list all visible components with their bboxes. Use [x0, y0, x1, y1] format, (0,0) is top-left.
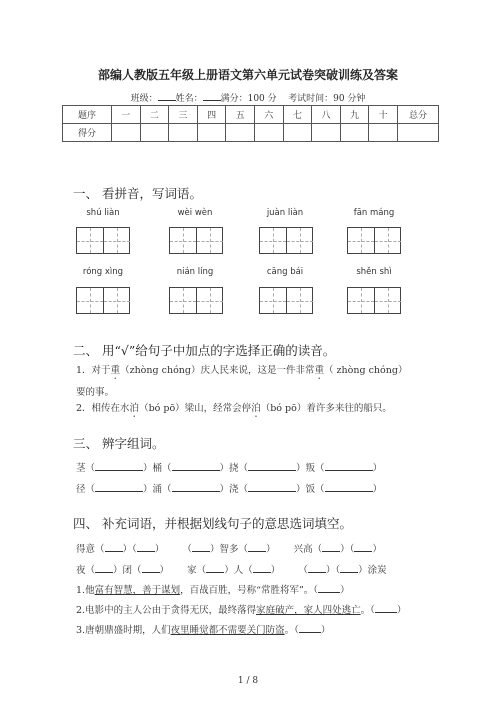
answer-blank[interactable]: [354, 541, 372, 552]
answer-blank[interactable]: [253, 562, 271, 573]
header-cell: 一: [112, 106, 141, 124]
answer-blank[interactable]: [172, 460, 220, 471]
header-cell: 三: [169, 106, 198, 124]
answer-blank[interactable]: [375, 602, 397, 613]
header-cell: 四: [197, 106, 226, 124]
tianzige-box[interactable]: [169, 227, 223, 254]
header-cell: 七: [283, 106, 312, 124]
answer-blank[interactable]: [248, 481, 296, 492]
tianzige-box[interactable]: [169, 287, 223, 314]
header-cell: 二: [140, 106, 169, 124]
answer-blank[interactable]: [248, 460, 296, 471]
tianzige-box[interactable]: [76, 227, 130, 254]
answer-blank[interactable]: [137, 541, 155, 552]
answer-blank[interactable]: [206, 562, 224, 573]
question-line: 1.他富有智慧，善于谋划，百战百胜，号称“常胜将军”。（ ）: [76, 582, 350, 596]
score-table-header: [63, 106, 439, 124]
answer-blank[interactable]: [105, 541, 123, 552]
time-label: 考试时间：90 分钟: [288, 94, 366, 104]
section-2-title: 二、 用“√”给句子中加点的字选择正确的读音。: [73, 343, 336, 358]
answer-blank[interactable]: [95, 562, 113, 573]
row-label: 得分: [63, 124, 112, 142]
question-line: 1．对于重（zhòng chóng）庆人民来说，这是一件非常重（ zhòng chóng）: [76, 365, 408, 376]
answer-blank[interactable]: [299, 622, 321, 633]
pinyin: cāng bái: [266, 267, 304, 277]
score-cell[interactable]: [283, 124, 312, 142]
score-table-row: [63, 124, 439, 142]
section-3-title: 三、 辨字组词。: [73, 436, 165, 451]
question-line: 2．相传在水泊（bó pō）梁山，经常会停泊（bó pō）着许多来往的船只。: [76, 403, 392, 414]
pinyin: juàn liàn: [266, 208, 304, 218]
pinyin: shú liàn: [86, 208, 120, 218]
tianzige-box[interactable]: [76, 287, 130, 314]
score-cell[interactable]: [169, 124, 198, 142]
idiom-row: 得意（ ）（ ） （ ）智多（ ） 兴高（ ）（ ）: [76, 541, 382, 555]
score-cell[interactable]: [398, 124, 439, 142]
pinyin: wèi wèn: [177, 208, 213, 218]
idiom-row: 夜（ ）闭（ ） 家（ ）人（ ） （ ）（ ）涂炭: [76, 562, 387, 576]
question-line: 2.电影中的主人公由于贪得无厌，最终落得家庭破产，家人四处逃亡。（ ）: [76, 602, 406, 616]
pinyin: róng xìng: [82, 267, 124, 277]
answer-blank[interactable]: [95, 460, 143, 471]
class-blank: [158, 91, 176, 101]
score-cell[interactable]: [140, 124, 169, 142]
answer-blank[interactable]: [308, 562, 326, 573]
class-label: 班级：: [130, 94, 158, 104]
question-line: 要的事。: [76, 387, 115, 398]
header-cell: 九: [340, 106, 369, 124]
tianzige-box[interactable]: [347, 227, 401, 254]
score-label: 满分：100 分: [220, 94, 277, 104]
name-blank: [203, 91, 221, 101]
header-cell: 题序: [63, 106, 112, 124]
page-title: 部编人教版五年级上册语文第六单元试卷突破训练及答案: [97, 68, 398, 82]
pinyin: shěn shì: [356, 267, 392, 277]
score-cell[interactable]: [226, 124, 255, 142]
exam-info: [0, 91, 496, 104]
answer-blank[interactable]: [192, 541, 210, 552]
score-cell[interactable]: [254, 124, 283, 142]
section-4-title: 四、 补充词语，并根据划线句子的意思选词填空。: [73, 516, 352, 531]
score-cell[interactable]: [369, 124, 398, 142]
answer-blank[interactable]: [325, 460, 373, 471]
score-cell[interactable]: [112, 124, 141, 142]
word-group-row: 径（ ）涌（ ）浇（ ）饭（ ）: [76, 481, 382, 495]
word-group-row: 茎（ ）桶（ ）挠（ ）叛（ ）: [76, 460, 382, 474]
score-cell[interactable]: [197, 124, 226, 142]
section-1-title: 一、 看拼音，写词语。: [73, 186, 202, 201]
answer-blank[interactable]: [340, 562, 358, 573]
tianzige-box[interactable]: [259, 287, 313, 314]
tianzige-box[interactable]: [259, 227, 313, 254]
header-cell: 六: [254, 106, 283, 124]
question-line: 3.唐朝鼎盛时期，人们夜里睡觉都不需要关门防盗。（ ）: [76, 622, 330, 636]
answer-blank[interactable]: [325, 481, 373, 492]
header-cell: 五: [226, 106, 255, 124]
name-label: 姓名：: [175, 94, 203, 104]
answer-blank[interactable]: [142, 562, 160, 573]
score-cell[interactable]: [312, 124, 341, 142]
answer-blank[interactable]: [248, 541, 266, 552]
score-table: [62, 105, 439, 142]
tianzige-box[interactable]: [347, 287, 401, 314]
pinyin: fān máng: [353, 208, 395, 218]
header-cell: 十: [369, 106, 398, 124]
answer-blank[interactable]: [318, 582, 340, 593]
header-cell: 总分: [398, 106, 439, 124]
answer-blank[interactable]: [322, 541, 340, 552]
answer-blank[interactable]: [172, 481, 220, 492]
score-cell[interactable]: [340, 124, 369, 142]
pinyin: nián líng: [176, 267, 214, 277]
answer-blank[interactable]: [95, 481, 143, 492]
header-cell: 八: [312, 106, 341, 124]
page-number: 1 / 8: [237, 676, 259, 686]
